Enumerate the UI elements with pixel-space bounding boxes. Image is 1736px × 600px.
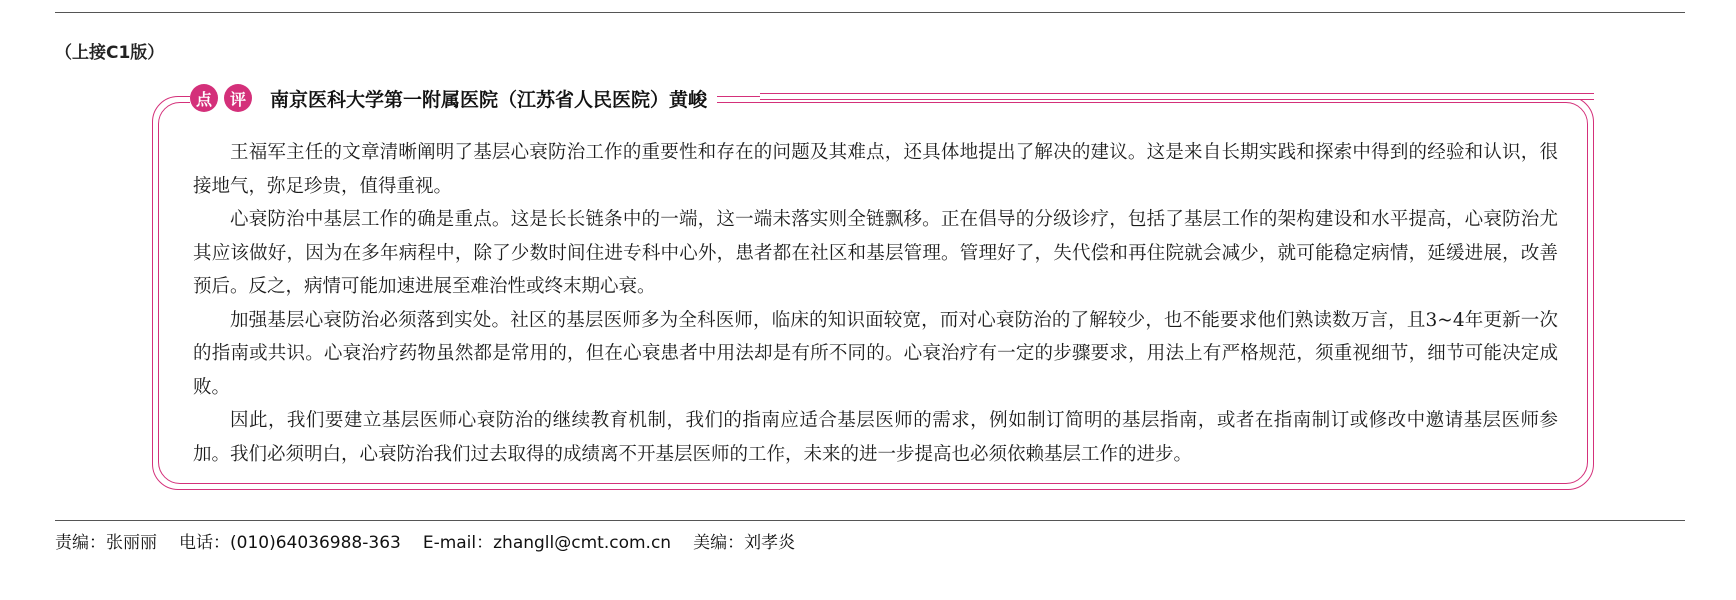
continued-note: （上接C1版） — [55, 43, 165, 63]
paragraph: 王福军主任的文章清晰阐明了基层心衰防治工作的重要性和存在的问题及其难点，还具体地提出了解决的建议。这是来自长期实践和探索中得到的经验和认识，很接地气，弥足珍贵，值得重视。 — [193, 142, 1558, 197]
footer-phone: 电话：(010)64036988-363 — [179, 533, 401, 553]
paragraph: 因此，我们要建立基层医师心衰防治的继续教育机制，我们的指南应适合基层医师的需求，例如制订简明的基层指南，或者在指南制订或修改中邀请基层医师参加。我们必须明白，心衰防治我们过去取得的成绩离不开基层医师的工作，未来的进一步提高也必须依赖基层工作的进步。 — [193, 410, 1558, 465]
bottom-rule — [55, 520, 1685, 521]
reviewer-affiliation: 南京医科大学第一附属医院（江苏省人民医院）黄峻 — [270, 88, 708, 111]
footer-editor: 责编：张丽丽 — [55, 533, 157, 553]
paragraph: 加强基层心衰防治必须落到实处。社区的基层医师多为全科医师，临床的知识面较宽，而对心衰防治的了解较少，也不能要求他们熟读数万言，且3~4年更新一次的指南或共识。心衰治疗药物虽然都是常用的，但在心衰患者中用法却是有所不同的。心衰治疗有一定的步骤要求，用法上有严格规范，须重视细节，细节可能决定成败。 — [193, 309, 1558, 398]
footer-email: E-mail：zhangll@cmt.com.cn — [422, 533, 672, 553]
footer-art-editor: 美编：刘孝炎 — [693, 533, 796, 553]
top-rule — [55, 12, 1685, 13]
footer-credits — [55, 528, 795, 553]
badge-ping: 评 — [224, 84, 252, 112]
header-decor-line — [760, 93, 1594, 100]
commentary-header — [190, 81, 717, 115]
commentary-body — [193, 136, 1558, 471]
badge-dian: 点 — [190, 84, 218, 112]
paragraph: 心衰防治中基层工作的确是重点。这是长长链条中的一端，这一端未落实则全链飘移。正在倡导的分级诊疗，包括了基层工作的架构建设和水平提高，心衰防治尤其应该做好，因为在多年病程中，除了少数时间住进专科中心外，患者都在社区和基层管理。管理好了，失代偿和再住院就会减少，就可能稳定病情，延缓进展，改善预后。反之，病情可能加速进展至难治性或终末期心衰。 — [193, 209, 1558, 297]
